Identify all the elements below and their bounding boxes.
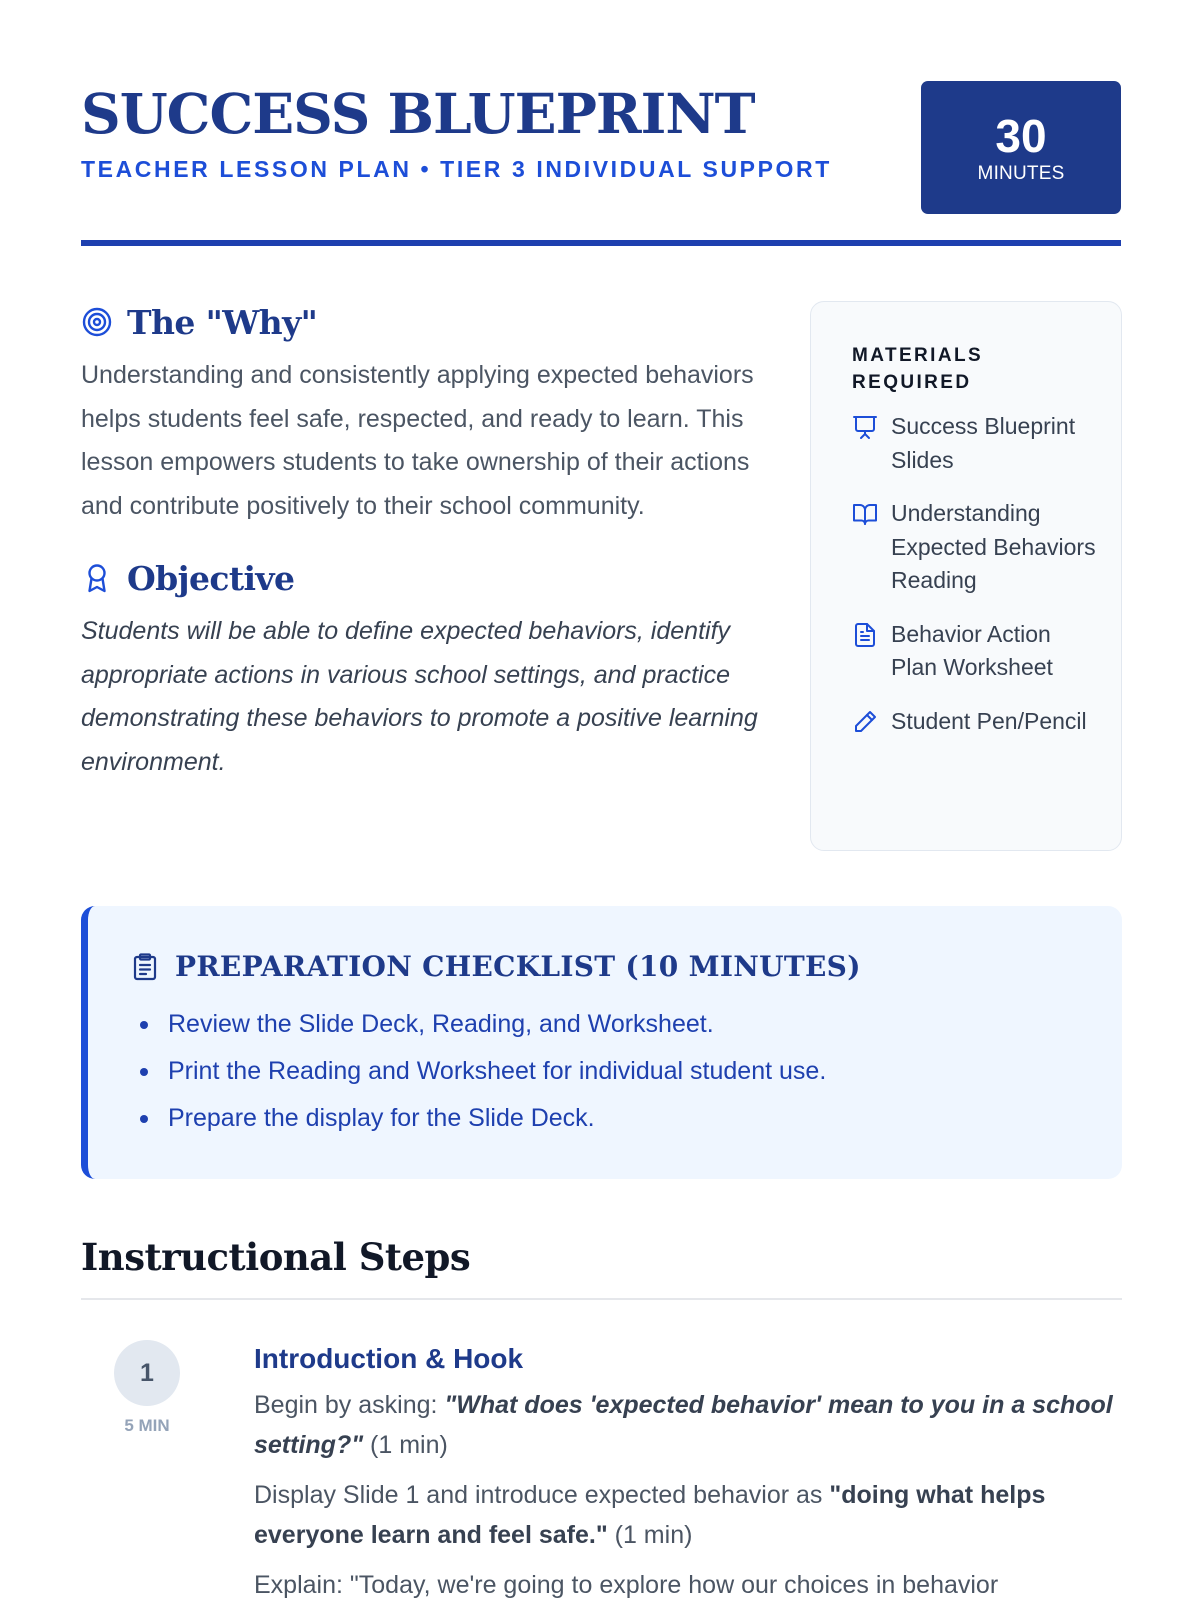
book-open-icon bbox=[852, 501, 878, 527]
step-text: Display Slide 1 and introduce expected behavior as bbox=[254, 1481, 830, 1509]
pencil-icon bbox=[852, 709, 878, 735]
document-icon bbox=[852, 622, 878, 648]
duration-value: 30 bbox=[995, 110, 1047, 162]
step-text: (1 min) bbox=[363, 1431, 448, 1459]
step-quote: "What does 'expected behavior' mean to you in a school setting?" bbox=[254, 1391, 1113, 1459]
target-icon bbox=[81, 306, 113, 338]
page-subtitle: TEACHER LESSON PLAN • TIER 3 INDIVIDUAL SUPPORT bbox=[81, 156, 832, 182]
clipboard-icon bbox=[130, 952, 160, 982]
steps-divider bbox=[81, 1298, 1122, 1300]
step-paragraph: Explain: "Today, we're going to explore how our choices in behavior bbox=[254, 1571, 999, 1599]
materials-list bbox=[852, 410, 1101, 738]
award-icon bbox=[81, 562, 113, 594]
list-item: Prepare the display for the Slide Deck. bbox=[130, 1095, 1122, 1142]
list-item bbox=[852, 497, 1101, 598]
step-body bbox=[254, 1340, 1114, 1600]
material-label: Student Pen/Pencil bbox=[891, 707, 1087, 734]
preparation-checklist bbox=[81, 906, 1122, 1179]
material-label: Behavior Action Plan Worksheet bbox=[891, 620, 1053, 680]
why-heading: The "Why" bbox=[127, 302, 318, 342]
intro-section bbox=[81, 300, 761, 784]
step-paragraph bbox=[254, 1475, 1114, 1555]
material-label: Understanding Expected Behaviors Reading bbox=[891, 500, 1096, 593]
list-item bbox=[852, 618, 1101, 685]
steps-heading: Instructional Steps bbox=[81, 1235, 471, 1279]
step-duration: 5 MIN bbox=[124, 1416, 170, 1435]
preparation-heading: PREPARATION CHECKLIST (10 MINUTES) bbox=[175, 950, 861, 983]
objective-heading-row bbox=[81, 556, 761, 600]
why-text: Understanding and consistently applying expected behaviors helps students feel safe, respected, and ready to learn. This lesson empowers students to take ownership of their actions and contribute positively to their school community. bbox=[81, 361, 754, 520]
presentation-icon bbox=[852, 414, 878, 440]
list-item: Review the Slide Deck, Reading, and Worksheet. bbox=[130, 1001, 1122, 1048]
list-item bbox=[852, 705, 1101, 739]
step-emphasis: "doing what helps everyone learn and feel safe." bbox=[254, 1481, 1046, 1549]
list-item bbox=[852, 410, 1101, 477]
step-text: Begin by asking: bbox=[254, 1391, 445, 1419]
objective-heading: Objective bbox=[127, 558, 295, 598]
header-divider bbox=[81, 240, 1121, 246]
preparation-heading-row bbox=[130, 950, 1122, 983]
duration-unit: MINUTES bbox=[977, 163, 1065, 184]
materials-card bbox=[810, 301, 1122, 851]
header bbox=[81, 80, 1121, 247]
preparation-list bbox=[130, 1001, 1122, 1142]
step-text: (1 min) bbox=[607, 1521, 693, 1549]
step-paragraph bbox=[254, 1385, 1114, 1465]
duration-badge bbox=[921, 81, 1121, 214]
list-item: Print the Reading and Worksheet for individual student use. bbox=[130, 1048, 1122, 1095]
step-title: Introduction & Hook bbox=[254, 1343, 524, 1374]
objective-text: Students will be able to define expected behaviors, identify appropriate actions in various school settings, and practice demonstrating these behaviors to promote a positive learning environment. bbox=[81, 617, 758, 776]
step-number-badge: 1 bbox=[114, 1340, 180, 1406]
material-label: Success Blueprint Slides bbox=[891, 413, 1076, 473]
why-heading-row bbox=[81, 300, 761, 344]
page-title: SUCCESS BLUEPRINT bbox=[81, 81, 755, 146]
materials-heading: MATERIALS REQUIRED bbox=[852, 345, 984, 393]
